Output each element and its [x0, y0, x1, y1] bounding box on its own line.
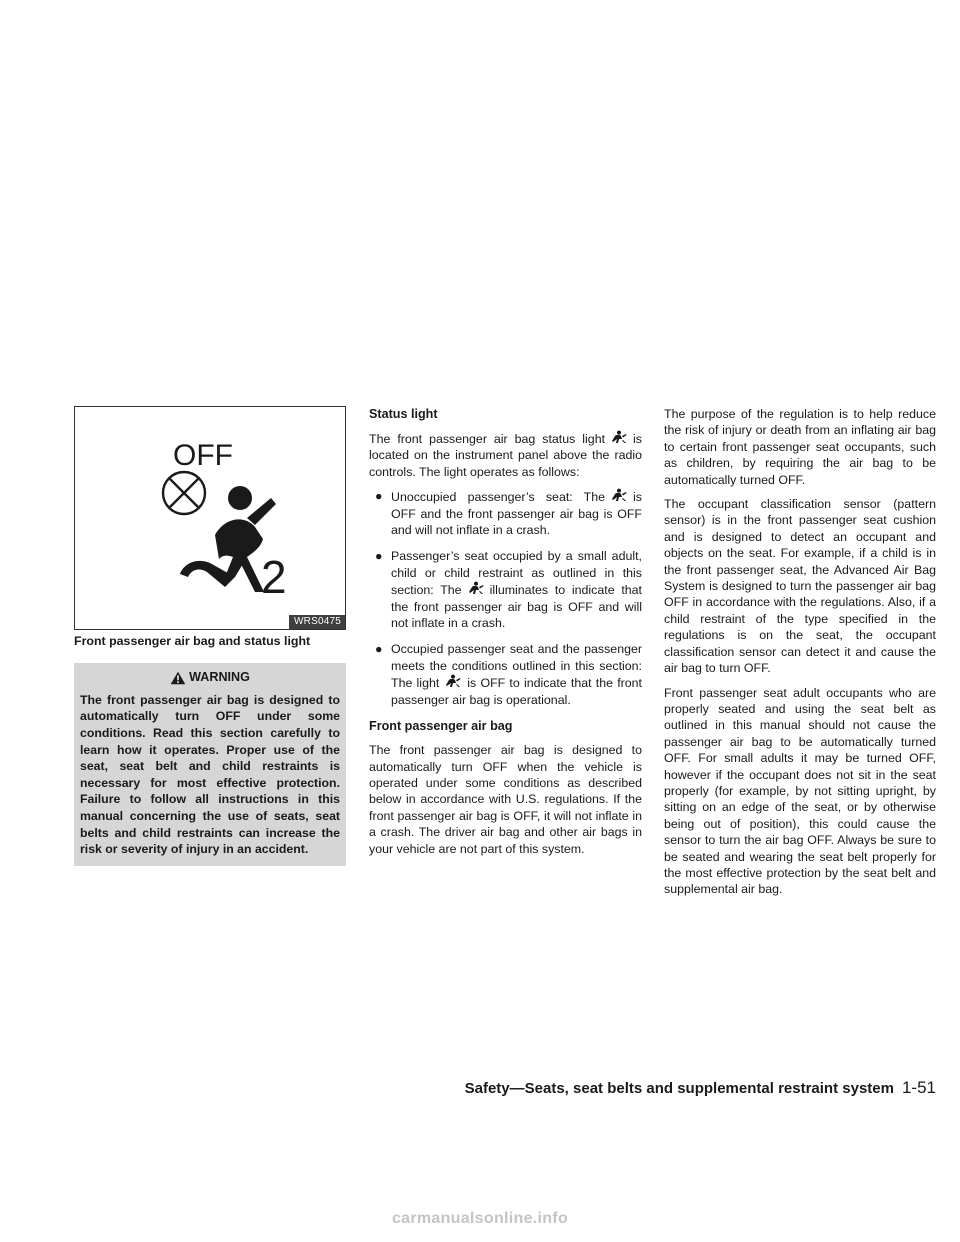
list-item: ● Unoccupied passenger’s seat: The is OFF and the front passenger air bag is OFF and will not inflate in a crash.	[375, 489, 642, 538]
adult-occupant-paragraph: Front passenger seat adult occupants who are properly seated and using the seat belt as outlined in this manual should not cause the passenger air bag to be automatically turned OFF. For small adults it may be turned OFF, however if the occupant does not sit in the seat properly (for example, by not sitting upright, by sitting on an edge of the seat, or by otherwise being out of position), this could cause the sensor to turn the air bag OFF. Always be sure to be seated and wearing the seat belt properly for the most effective protection by the seat belt and supplemental air bag.	[664, 685, 936, 897]
footer-section-title: Safety—Seats, seat belts and supplemental restraint system	[464, 1080, 894, 1097]
airbag-off-illustration	[75, 407, 345, 629]
warning-title: WARNING	[189, 670, 250, 685]
occupant-body	[215, 519, 263, 577]
figure-code: WRS0475	[289, 615, 345, 629]
status-light-intro	[369, 430, 642, 480]
status-light-heading: Status light	[369, 407, 438, 421]
watermark: carmanualsonline.info	[391, 1210, 569, 1227]
front-airbag-text: The front passenger air bag is designed to automatically turn OFF when the vehicle is operated under some conditions as described below in accordance with U.S. regulations. If the front passenger air bag is OFF, it will not inflate in a crash. The driver air bag and other air bags in your vehicle are not part of this system.	[369, 743, 642, 856]
status-light-intro-b: is located on the instrument panel above the radio controls. The light operates as follows:	[369, 432, 642, 479]
figure-digit-text: 2	[261, 551, 287, 603]
airbag-flap	[247, 498, 276, 525]
column-middle	[369, 406, 642, 865]
list-item: ● Occupied passenger seat and the passenger meets the conditions outlined in this section: The light is OFF to indicate that the front passenger air bag is operational.	[375, 642, 642, 707]
list-item: ● Passenger’s seat occupied by a small adult, child or child restraint as outlined in this section: The illuminates to indicate that the front passenger air bag is OFF and will not inflate in a crash.	[375, 549, 642, 631]
sensor-paragraph: The occupant classification sensor (pattern sensor) is in the front passenger seat cushion and is designed to detect an occupant and objects on the seat. For example, if a child is in the front passenger seat, the Advanced Air Bag System is designed to turn the passenger air bag OFF in accordance with the regulations. Also, if a child restraint of the type specified in the regulations is on the seat, the occupant classification sensor can detect it and cause the air bag to turn OFF.	[664, 497, 936, 676]
page-number: 1-51	[901, 1078, 936, 1097]
column-right	[664, 406, 936, 906]
passenger-airbag-icon	[607, 430, 629, 444]
column-left	[74, 406, 346, 866]
warning-header	[80, 669, 340, 685]
regulation-paragraph: The purpose of the regulation is to help reduce the risk of injury or death from an inflating air bag to certain front passenger seat occupants, such as children, by requiring the air bag to be automatically turned OFF.	[664, 407, 936, 487]
page-footer	[420, 1078, 936, 1098]
passenger-airbag-icon	[607, 488, 629, 502]
status-light-bullets	[369, 488, 642, 708]
airbag-off-figure	[74, 406, 346, 630]
passenger-airbag-icon	[464, 581, 486, 595]
warning-box	[74, 663, 346, 865]
figure-caption: Front passenger air bag and status light	[74, 634, 311, 648]
warning-triangle-icon	[170, 671, 186, 685]
occupant-head	[228, 486, 252, 510]
figure-off-text: OFF	[173, 439, 233, 472]
status-light-intro-a: The front passenger air bag status light	[369, 432, 606, 446]
front-airbag-heading: Front passenger air bag	[369, 719, 513, 734]
warning-text: The front passenger air bag is designed to automatically turn OFF under some conditions. Read this section carefully to learn how it operates. Proper use of the seat, seat belt and child restraints is necessary for most effective protection. Failure to follow all instructions in this manual concerning the use of seats, seat belts and child restraints can increase the risk or severity of injury in an accident.	[80, 692, 340, 857]
passenger-airbag-icon	[441, 674, 463, 688]
